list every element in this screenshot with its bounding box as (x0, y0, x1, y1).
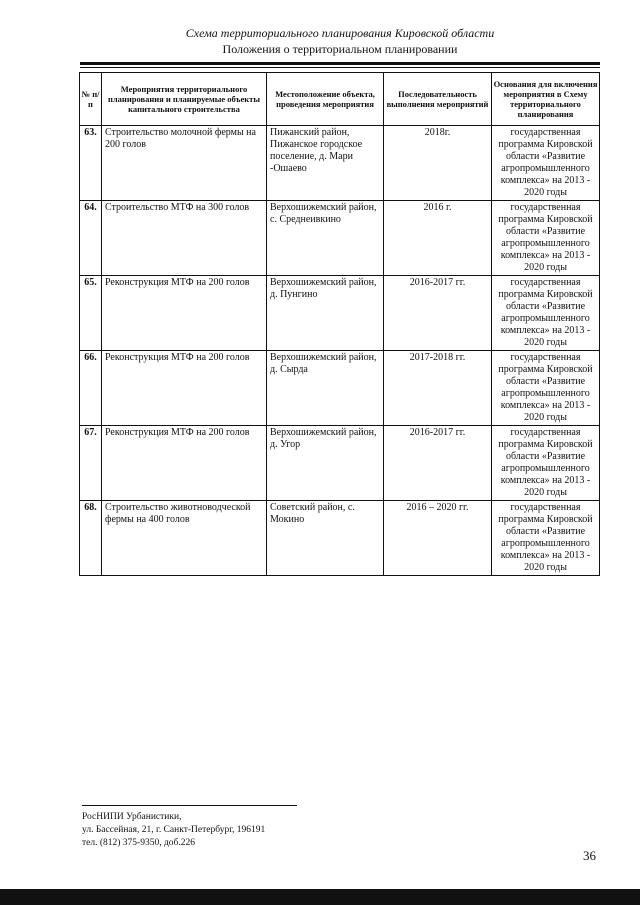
row-number: 68. (80, 501, 102, 576)
document-subtitle: Положения о территориальном планировании (222, 42, 458, 56)
row-number: 65. (80, 276, 102, 351)
header-rule-thin (80, 67, 600, 68)
column-header-location: Местоположение объекта, проведения мероприятия (267, 73, 384, 126)
row-sequence: 2016 г. (384, 201, 492, 276)
row-basis: государственная программа Кировской области «Развитие агропромышленного комплекса» на 2013 - 2020 годы (492, 351, 600, 426)
row-sequence: 2016 – 2020 гг. (384, 501, 492, 576)
row-number: 66. (80, 351, 102, 426)
row-location: Верхошижемский район, д. Угор (267, 426, 384, 501)
footer-phone: тел. (812) 375-9350, доб.226 (82, 838, 196, 848)
scan-bottom-edge (0, 889, 640, 905)
row-event: Строительство МТФ на 300 голов (102, 201, 267, 276)
table-row (80, 126, 600, 201)
measures-table (79, 72, 600, 576)
row-basis: государственная программа Кировской области «Развитие агропромышленного комплекса» на 2013 - 2020 годы (492, 126, 600, 201)
row-sequence: 2018г. (384, 126, 492, 201)
row-number: 63. (80, 126, 102, 201)
row-event: Строительство животноводческой фермы на 400 голов (102, 501, 267, 576)
table-row (80, 501, 600, 576)
row-event: Реконструкция МТФ на 200 голов (102, 351, 267, 426)
row-location: Верхошижемский район, с. Среднеивкино (267, 201, 384, 276)
footer-address: ул. Бассейная, 21, г. Санкт-Петербург, 196191 (82, 825, 266, 835)
row-basis: государственная программа Кировской области «Развитие агропромышленного комплекса» на 2013 - 2020 годы (492, 201, 600, 276)
row-location: Верхошижемский район, д. Сырда (267, 351, 384, 426)
row-sequence: 2016-2017 гг. (384, 276, 492, 351)
row-location: Пижанский район, Пижанское городское поселение, д. Мари -Ошаево (267, 126, 384, 201)
row-location: Верхошижемский район, д. Пунгино (267, 276, 384, 351)
footer-rule (82, 805, 297, 806)
row-sequence: 2017-2018 гг. (384, 351, 492, 426)
row-basis: государственная программа Кировской области «Развитие агропромышленного комплекса» на 2013 - 2020 годы (492, 501, 600, 576)
row-sequence: 2016-2017 гг. (384, 426, 492, 501)
row-number: 64. (80, 201, 102, 276)
row-basis: государственная программа Кировской области «Развитие агропромышленного комплекса» на 2013 - 2020 годы (492, 276, 600, 351)
table-header-row (80, 73, 600, 126)
table-row (80, 276, 600, 351)
column-header-basis: Основания для включения мероприятия в Схему территориального планирования (492, 73, 600, 126)
table-row (80, 426, 600, 501)
column-header-event: Мероприятия территориального планирования и планируемые объекты капитального строительства (102, 73, 267, 126)
column-header-sequence: Последовательность выполнения мероприятий (384, 73, 492, 126)
page-number: 36 (583, 848, 596, 863)
row-event: Строительство молочной фермы на 200 голов (102, 126, 267, 201)
row-location: Советский район, с. Мокино (267, 501, 384, 576)
column-header-number: № п/п (80, 73, 102, 126)
row-event: Реконструкция МТФ на 200 голов (102, 426, 267, 501)
row-number: 67. (80, 426, 102, 501)
row-event: Реконструкция МТФ на 200 голов (102, 276, 267, 351)
table-row (80, 201, 600, 276)
footer-organization: РосНИПИ Урбанистики, (82, 812, 182, 822)
document-title: Схема территориального планирования Кировской области (185, 26, 495, 40)
table-row (80, 351, 600, 426)
row-basis: государственная программа Кировской области «Развитие агропромышленного комплекса» на 2013 - 2020 годы (492, 426, 600, 501)
header-rule-thick (80, 62, 600, 65)
